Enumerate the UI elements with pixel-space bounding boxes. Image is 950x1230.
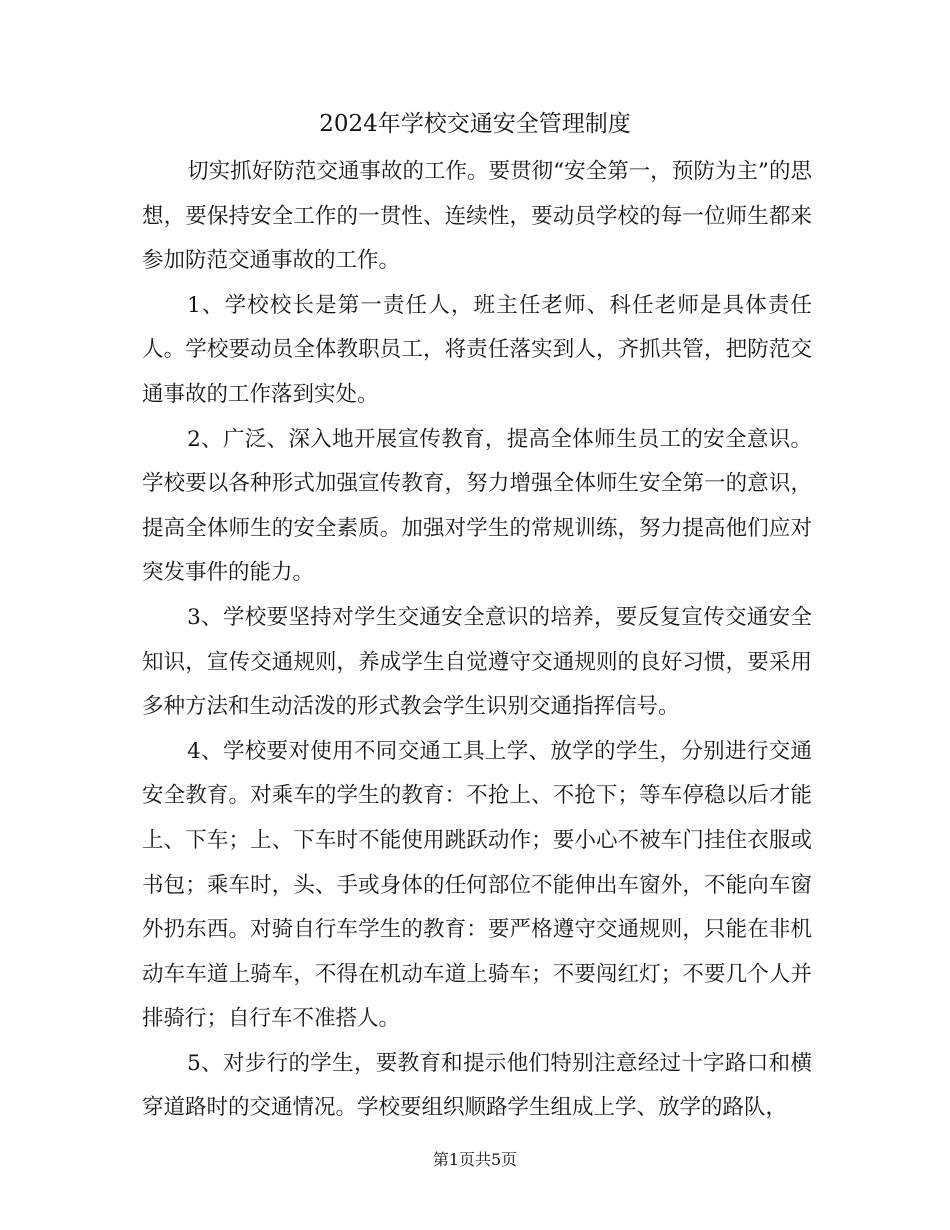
paragraph-item-2: 2、广泛、深入地开展宣传教育，提高全体师生员工的安全意识。学校要以各种形式加强宣传教育，努力增强全体师生安全第一的意识，提高全体师生的安全素质。加强对学生的常规训练，努力提高他们应对突发事件的能力。 <box>142 426 812 586</box>
document-body <box>142 150 812 1131</box>
paragraph-item-3: 3、学校要坚持对学生交通安全意识的培养，要反复宣传交通安全知识，宣传交通规则，养成学生自觉遵守交通规则的良好习惯，要采用多种方法和生动活泼的形式教会学生识别交通指挥信号。 <box>142 604 812 720</box>
paragraph-intro: 切实抓好防范交通事故的工作。要贯彻“安全第一，预防为主”的思想，要保持安全工作的一贯性、连续性，要动员学校的每一位师生都来参加防范交通事故的工作。 <box>142 159 812 274</box>
paragraph-item-4: 4、学校要对使用不同交通工具上学、放学的学生，分别进行交通安全教育。对乘车的学生的教育：不抢上、不抢下；等车停稳以后才能上、下车；上、下车时不能使用跳跃动作；要小心不被车门挂住衣服或书包；乘车时，头、手或身体的任何部位不能伸出车窗外，不能向车窗外扔东西。对骑自行车学生的教育：要严格遵守交通规则，只能在非机动车车道上骑车，不得在机动车道上骑车；不要闯红灯；不要几个人并排骑行；自行车不准搭人。 <box>142 738 812 1032</box>
paragraph-item-1: 1、学校校长是第一责任人，班主任老师、科任老师是具体责任人。学校要动员全体教职员工，将责任落实到人，齐抓共管，把防范交通事故的工作落到实处。 <box>142 292 812 407</box>
document-title: 2024年学校交通安全管理制度 <box>319 111 631 137</box>
paragraph-item-5: 5、对步行的学生，要教育和提示他们特别注意经过十字路口和横穿道路时的交通情况。学校要组织顺路学生组成上学、放学的路队， <box>142 1050 812 1121</box>
page-number-footer: 第1页共5页 <box>432 1150 518 1169</box>
